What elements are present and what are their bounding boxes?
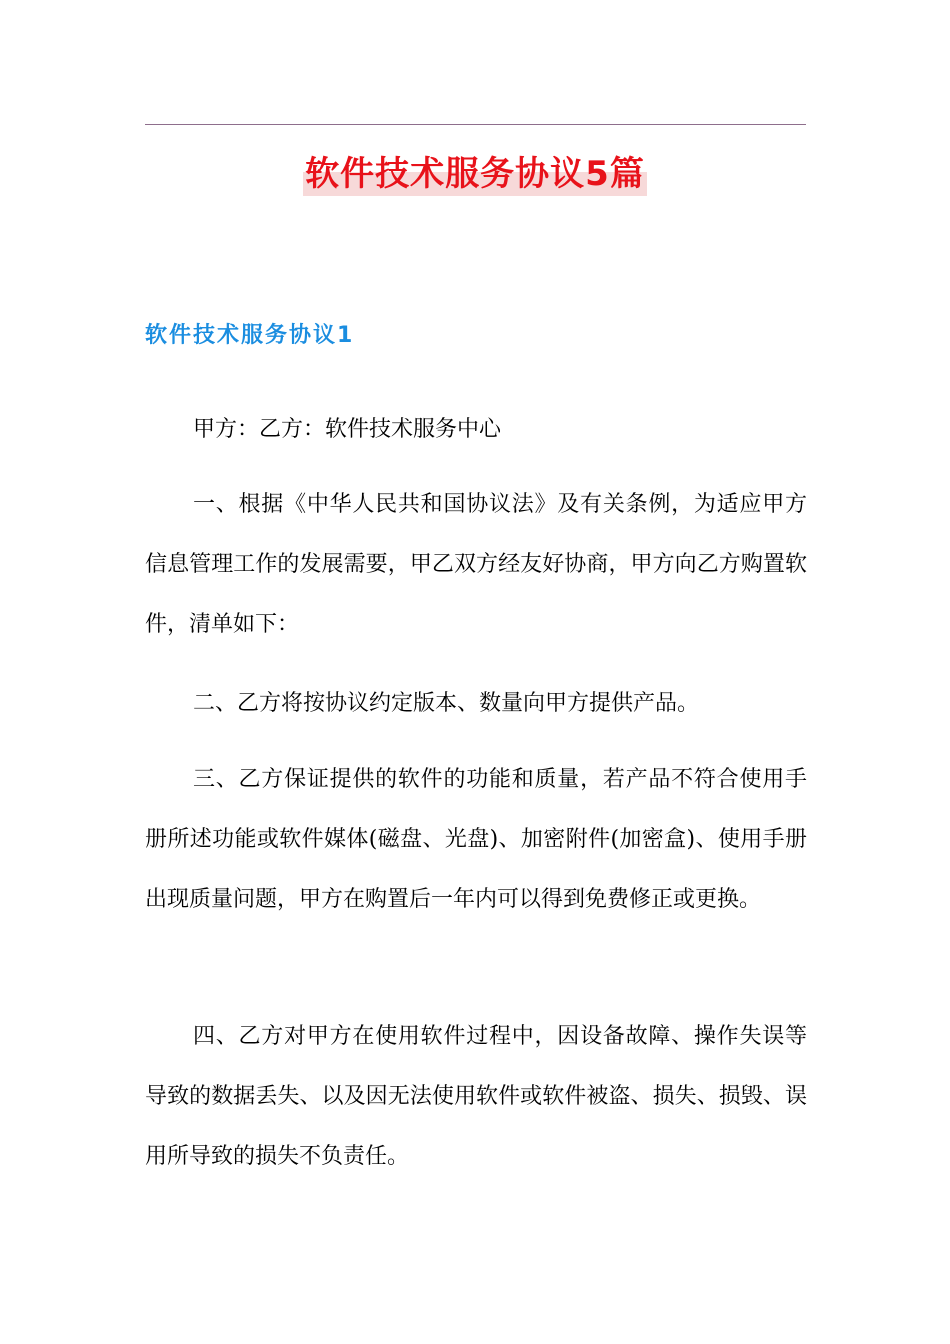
- paragraph-clause-4: 四、乙方对甲方在使用软件过程中，因设备故障、操作失误等导致的数据丢失、以及因无法使用软件或软件被盗、损失、损毁、误用所导致的损失不负责任。: [145, 1024, 807, 1169]
- section-heading: 软件技术服务协议1: [145, 323, 355, 348]
- paragraph-clause-3: 三、乙方保证提供的软件的功能和质量，若产品不符合使用手册所述功能或软件媒体(磁盘、光盘)、加密附件(加密盒)、使用手册出现质量问题，甲方在购置后一年内可以得到免费修正或更换。: [145, 767, 807, 912]
- paragraph-parties: 甲方：乙方：软件技术服务中心: [193, 417, 502, 442]
- title-container: [0, 152, 950, 196]
- paragraph-clause-1: 一、根据《中华人民共和国协议法》及有关条例，为适应甲方信息管理工作的发展需要，甲乙双方经友好协商，甲方向乙方购置软件，清单如下：: [145, 492, 807, 637]
- header-rule: [145, 124, 806, 125]
- paragraph-clause-2: 二、乙方将按协议约定版本、数量向甲方提供产品。: [193, 691, 700, 716]
- document-title: 软件技术服务协议5篇: [305, 154, 645, 194]
